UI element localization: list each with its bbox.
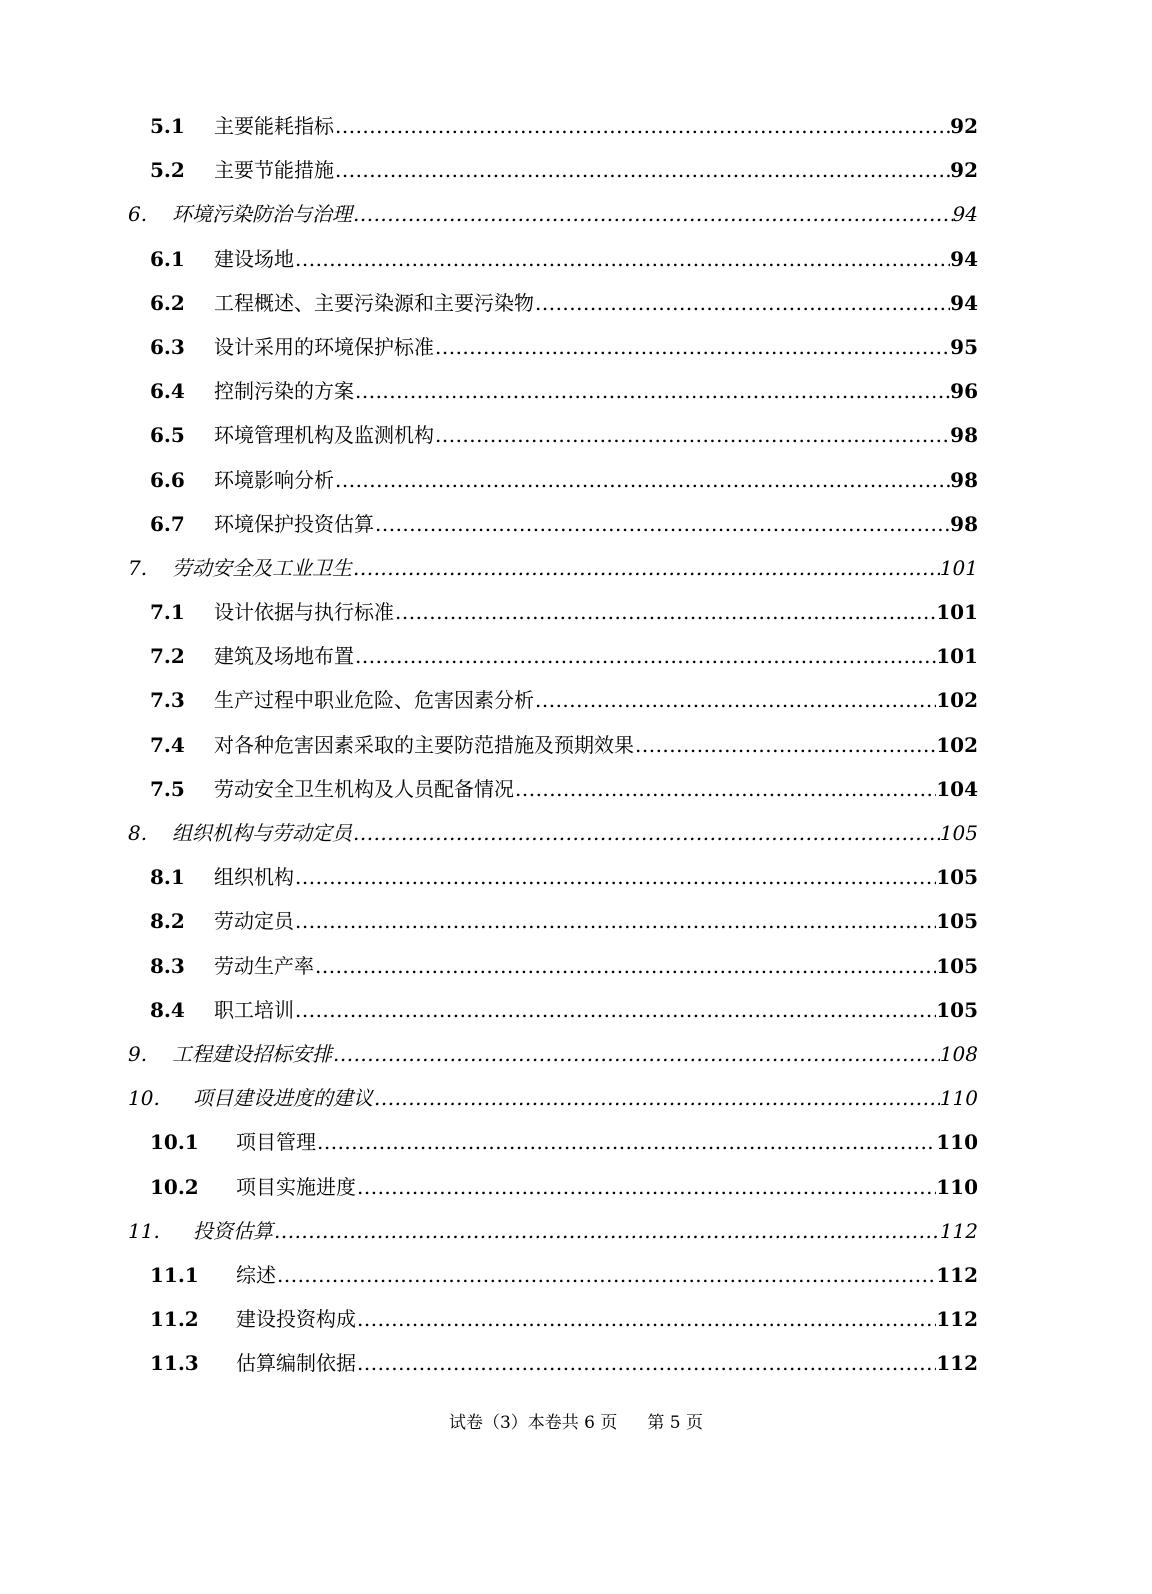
toc-entry[interactable] xyxy=(0,767,1152,811)
toc-entry[interactable] xyxy=(0,1253,1152,1297)
toc-dot-leader xyxy=(375,502,950,546)
toc-entry-title: 建设投资构成 xyxy=(236,1307,356,1332)
toc-entry-page: 105 xyxy=(939,821,978,845)
toc-entry-page: 98 xyxy=(950,511,978,536)
toc-entry-title: 环境保护投资估算 xyxy=(214,511,374,536)
toc-entry-title: 组织机构 xyxy=(214,865,294,890)
toc-entry-title: 环境影响分析 xyxy=(214,467,334,492)
toc-entry-title: 估算编制依据 xyxy=(236,1351,356,1376)
toc-dot-leader xyxy=(335,148,950,192)
toc-entry-title: 主要节能措施 xyxy=(214,158,334,183)
toc-dot-leader xyxy=(435,413,950,457)
toc-entry-line xyxy=(214,281,978,325)
toc-entry-title: 劳动安全卫生机构及人员配备情况 xyxy=(214,776,514,801)
toc-entry-number: 11.1 xyxy=(150,1262,199,1287)
toc-entry-line xyxy=(214,678,978,722)
toc-entry-title: 劳动生产率 xyxy=(214,953,314,978)
toc-entry-title: 组织机构与劳动定员 xyxy=(172,821,352,845)
toc-dot-leader xyxy=(535,281,950,325)
toc-entry-number: 6.6 xyxy=(150,467,185,492)
toc-entry-page: 104 xyxy=(936,776,978,801)
toc-entry-page: 96 xyxy=(950,379,978,404)
toc-entry-number: 8. xyxy=(128,821,148,845)
toc-entry-line xyxy=(236,1165,978,1209)
toc-dot-leader xyxy=(317,1120,936,1164)
toc-entry-line xyxy=(214,855,978,899)
toc-entry-number: 7.5 xyxy=(150,776,185,801)
toc-entry-title: 劳动安全及工业卫生 xyxy=(172,555,352,580)
toc-entry-number: 6.4 xyxy=(150,379,185,404)
toc-entry[interactable] xyxy=(0,1120,1152,1164)
toc-entry-title: 对各种危害因素采取的主要防范措施及预期效果 xyxy=(214,732,634,757)
toc-entry-title: 环境污染防治与治理 xyxy=(172,202,352,227)
toc-entry-number: 5.2 xyxy=(150,158,185,183)
toc-entry[interactable] xyxy=(0,369,1152,413)
toc-entry-title: 生产过程中职业危险、危害因素分析 xyxy=(214,688,534,713)
toc-entry-number: 6.3 xyxy=(150,334,185,359)
toc-entry-line xyxy=(214,988,978,1032)
toc-entry-title: 项目管理 xyxy=(236,1130,316,1155)
toc-entry-number: 6.7 xyxy=(150,511,185,536)
toc-entry-number: 8.3 xyxy=(150,953,185,978)
toc-entry-line xyxy=(214,944,978,988)
toc-entry-title: 工程概述、主要污染源和主要污染物 xyxy=(214,290,534,315)
toc-entry-line xyxy=(172,811,978,855)
toc-dot-leader xyxy=(353,546,940,590)
toc-entry[interactable] xyxy=(0,811,1152,855)
toc-dot-leader xyxy=(295,899,936,943)
toc-entry-page: 105 xyxy=(936,909,978,934)
toc-entry[interactable] xyxy=(0,634,1152,678)
toc-entry-title: 主要能耗指标 xyxy=(214,114,334,138)
toc-entry-number: 6. xyxy=(128,202,148,227)
footer-exam-info: 试卷（3）本卷共 6 页 xyxy=(448,1413,618,1433)
toc-entry-title: 建设场地 xyxy=(214,246,294,271)
toc-entry-page: 110 xyxy=(936,1130,978,1155)
toc-entry[interactable] xyxy=(0,678,1152,722)
toc-dot-leader xyxy=(335,458,950,502)
toc-dot-leader xyxy=(274,1209,940,1253)
toc-entry-number: 7.4 xyxy=(150,732,185,757)
toc-entry-number: 9. xyxy=(128,1041,148,1066)
toc-entry-line xyxy=(172,546,978,590)
toc-entry-line xyxy=(236,1297,978,1341)
toc-entry-page: 108 xyxy=(939,1041,978,1066)
toc-entry-page: 112 xyxy=(936,1262,978,1287)
toc-entry-page: 101 xyxy=(936,644,978,669)
toc-entry-number: 10.2 xyxy=(150,1174,199,1199)
toc-entry-page: 98 xyxy=(950,423,978,448)
toc-entry[interactable] xyxy=(0,899,1152,943)
toc-entry-line xyxy=(214,634,978,678)
toc-entry-line xyxy=(236,1120,978,1164)
toc-dot-leader xyxy=(353,811,940,855)
toc-entry-line xyxy=(214,723,978,767)
toc-entry-line xyxy=(214,325,978,369)
toc-entry-page: 105 xyxy=(936,865,978,890)
toc-dot-leader xyxy=(295,855,936,899)
toc-dot-leader xyxy=(315,944,936,988)
toc-entry-number: 6.2 xyxy=(150,290,185,315)
toc-entry-number: 10.1 xyxy=(150,1130,199,1155)
toc-entry-number: 11. xyxy=(128,1218,160,1243)
toc-entry-line xyxy=(214,148,978,192)
toc-entry-line xyxy=(214,413,978,457)
toc-entry-number: 6.5 xyxy=(150,423,185,448)
toc-entry-number: 7.2 xyxy=(150,644,185,669)
toc-entry-line xyxy=(214,237,978,281)
toc-entry[interactable] xyxy=(0,148,1152,192)
toc-dot-leader xyxy=(395,590,936,634)
toc-entry-line xyxy=(214,502,978,546)
toc-entry-number: 5.1 xyxy=(150,114,185,138)
toc-entry-line xyxy=(172,192,978,236)
toc-entry-line xyxy=(214,590,978,634)
toc-dot-leader xyxy=(535,678,936,722)
toc-entry-page: 102 xyxy=(936,732,978,757)
toc-entry-title: 职工培训 xyxy=(214,997,294,1022)
toc-entry-line xyxy=(193,1209,978,1253)
toc-entry-title: 控制污染的方案 xyxy=(214,379,354,404)
toc-entry-number: 6.1 xyxy=(150,246,185,271)
toc-entry-number: 8.2 xyxy=(150,909,185,934)
toc-entry-page: 112 xyxy=(936,1307,978,1332)
toc-entry[interactable] xyxy=(0,1076,1152,1120)
toc-entry[interactable] xyxy=(0,1209,1152,1253)
toc-dot-leader xyxy=(295,237,950,281)
toc-entry[interactable] xyxy=(0,723,1152,767)
toc-entry-page: 101 xyxy=(936,600,978,625)
toc-entry[interactable] xyxy=(0,281,1152,325)
toc-entry-page: 110 xyxy=(939,1086,978,1111)
toc-entry-line xyxy=(214,458,978,502)
toc-entry-number: 11.2 xyxy=(150,1307,199,1332)
footer-page-number: 第 5 页 xyxy=(647,1413,704,1433)
toc-entry-page: 112 xyxy=(936,1351,978,1376)
toc-entry-number: 7. xyxy=(128,555,148,580)
toc-entry-title: 投资估算 xyxy=(193,1218,273,1243)
toc-entry-page: 94 xyxy=(950,246,978,271)
toc-dot-leader xyxy=(335,104,950,148)
toc-entry-title: 设计依据与执行标准 xyxy=(214,600,394,625)
toc-entry[interactable] xyxy=(0,590,1152,634)
toc-entry-page: 94 xyxy=(952,202,978,227)
toc-entry-page: 110 xyxy=(936,1174,978,1199)
toc-entry[interactable] xyxy=(0,546,1152,590)
toc-entry-line xyxy=(214,767,978,811)
toc-entry[interactable] xyxy=(0,988,1152,1032)
toc-entry-line xyxy=(236,1341,978,1385)
toc-entry-page: 92 xyxy=(950,114,978,138)
toc-entry-number: 10. xyxy=(128,1086,160,1111)
toc-entry-title: 项目实施进度 xyxy=(236,1174,356,1199)
toc-entry-line xyxy=(214,104,978,148)
toc-entry-number: 7.3 xyxy=(150,688,185,713)
toc-entry-title: 劳动定员 xyxy=(214,909,294,934)
toc-entry[interactable] xyxy=(0,325,1152,369)
toc-entry[interactable] xyxy=(0,458,1152,502)
toc-dot-leader xyxy=(355,369,950,413)
toc-dot-leader xyxy=(435,325,950,369)
toc-entry[interactable] xyxy=(0,237,1152,281)
toc-entry-line xyxy=(193,1076,978,1120)
toc-dot-leader xyxy=(515,767,936,811)
toc-entry-number: 8.1 xyxy=(150,865,185,890)
toc-entry[interactable] xyxy=(0,1165,1152,1209)
toc-entry-title: 项目建设进度的建议 xyxy=(193,1086,373,1111)
table-of-contents xyxy=(0,104,1152,1385)
toc-entry-page: 101 xyxy=(939,555,978,580)
toc-entry-page: 98 xyxy=(950,467,978,492)
toc-dot-leader xyxy=(353,192,953,236)
toc-entry[interactable] xyxy=(0,1341,1152,1385)
toc-dot-leader xyxy=(635,723,936,767)
toc-entry-title: 综述 xyxy=(236,1262,276,1287)
toc-entry[interactable] xyxy=(0,413,1152,457)
toc-entry-number: 8.4 xyxy=(150,997,185,1022)
toc-entry[interactable] xyxy=(0,1297,1152,1341)
toc-dot-leader xyxy=(374,1076,940,1120)
toc-entry-page: 105 xyxy=(936,953,978,978)
toc-entry-line xyxy=(214,369,978,413)
toc-entry-title: 工程建设招标安排 xyxy=(172,1041,332,1066)
toc-entry-page: 102 xyxy=(936,688,978,713)
toc-entry-line xyxy=(172,1032,978,1076)
toc-entry[interactable] xyxy=(0,1032,1152,1076)
toc-dot-leader xyxy=(333,1032,940,1076)
toc-entry-page: 112 xyxy=(939,1218,978,1243)
toc-entry[interactable] xyxy=(0,104,1152,148)
toc-entry[interactable] xyxy=(0,192,1152,236)
toc-entry-page: 95 xyxy=(950,334,978,359)
toc-entry-page: 105 xyxy=(936,997,978,1022)
toc-entry-page: 94 xyxy=(950,290,978,315)
toc-dot-leader xyxy=(357,1341,936,1385)
toc-entry[interactable] xyxy=(0,855,1152,899)
toc-entry-number: 7.1 xyxy=(150,600,185,625)
toc-dot-leader xyxy=(357,1165,936,1209)
toc-entry-title: 环境管理机构及监测机构 xyxy=(214,423,434,448)
toc-entry-title: 设计采用的环境保护标准 xyxy=(214,334,434,359)
toc-entry[interactable] xyxy=(0,944,1152,988)
toc-entry-number: 11.3 xyxy=(150,1351,199,1376)
toc-entry[interactable] xyxy=(0,502,1152,546)
toc-entry-line xyxy=(236,1253,978,1297)
toc-dot-leader xyxy=(295,988,936,1032)
toc-entry-title: 建筑及场地布置 xyxy=(214,644,354,669)
toc-dot-leader xyxy=(357,1297,936,1341)
toc-dot-leader xyxy=(277,1253,936,1297)
toc-entry-page: 92 xyxy=(950,158,978,183)
toc-entry-line xyxy=(214,899,978,943)
toc-dot-leader xyxy=(355,634,936,678)
page-footer xyxy=(0,1408,1152,1433)
